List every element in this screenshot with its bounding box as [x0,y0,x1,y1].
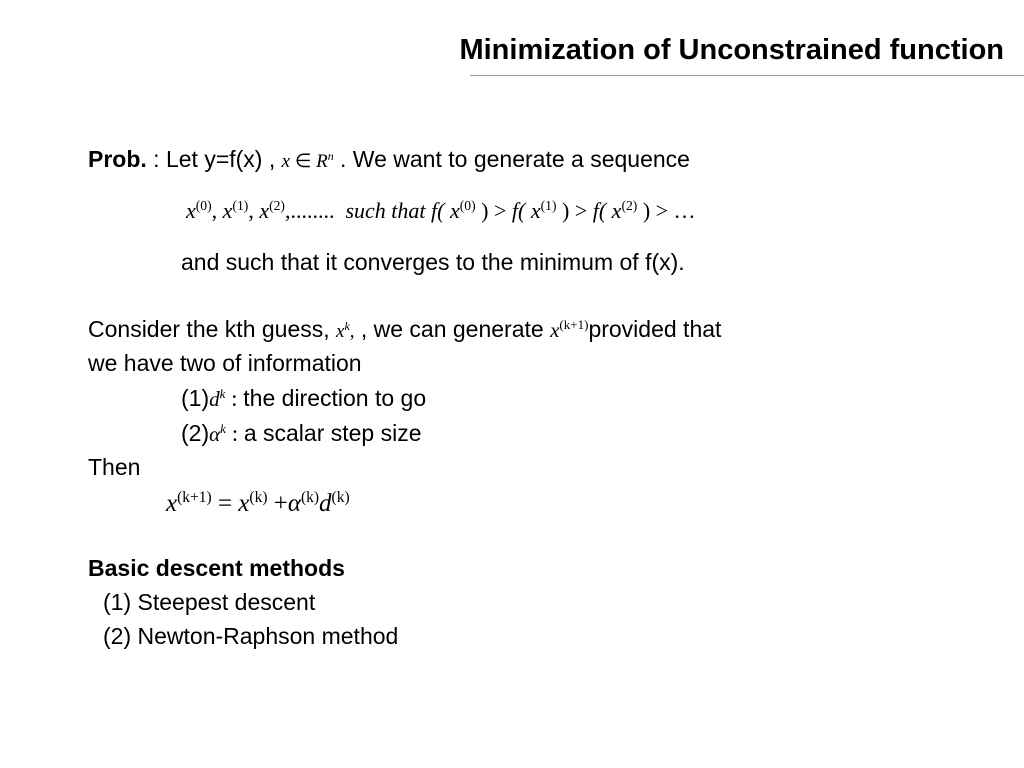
upd-x: x [238,490,250,517]
upd-d-sup: (k) [331,488,350,506]
problem-statement [88,148,690,171]
upd-d: d [319,490,332,517]
item2-sym: α [209,422,221,446]
math-xk1 [550,318,588,342]
title-divider [470,75,1024,76]
f2-x: x [611,198,622,223]
seq-dots: ,........ [284,198,335,223]
consider-text2: , we can generate [354,316,551,342]
item1-text: the direction to go [243,385,427,411]
methods-heading: Basic descent methods [88,555,345,581]
then-label: Then [88,454,141,480]
math-n: n [327,149,334,163]
upd-x-sup: (k) [249,488,268,506]
math-element-of: ∈ [294,151,312,172]
gt1: ) > [475,198,512,223]
upd-lhs: x [166,490,178,517]
item2-text: a scalar step size [243,420,422,446]
item2-num: (2) [181,420,210,446]
sequence-formula [186,197,696,223]
xk-sup: k [344,319,350,333]
prob-label: Prob. [88,146,147,172]
f2-sup: (2) [621,197,638,213]
xk1-sup: (k+1) [559,317,589,333]
f0-sup: (0) [459,197,476,213]
consider-line [88,318,721,341]
seq-x2-sup: (2) [269,197,285,213]
item-step-size [181,422,422,445]
item-direction [181,387,426,410]
f1-open: f( [511,198,531,223]
math-x: x [281,151,291,172]
slide-title: Minimization of Unconstrained function [459,34,1004,66]
upd-plus: + [267,490,288,517]
method-newton: (2) Newton-Raphson method [103,623,399,649]
upd-lhs-sup: (k+1) [177,488,212,506]
xk-base: x [336,321,345,342]
seq-sep1: , [211,198,223,223]
item1-sym: d [209,387,220,411]
seq-x0-sup: (0) [195,197,212,213]
item1-colon: : [225,386,244,411]
math-x-in-rn [282,151,334,172]
item1-sup: k [219,386,226,402]
seq-x1: x [222,198,233,223]
seq-x0: x [186,198,196,223]
consider-line2: we have two of information [88,350,362,376]
consider-text1: Consider the kth guess, [88,316,337,342]
gt2: ) > [556,198,593,223]
upd-alpha: α [287,490,301,517]
upd-eq: = [211,490,239,517]
converges-text: and such that it converges to the minimum of f(x). [181,249,685,275]
seq-x2: x [259,198,270,223]
f0-open: f( [431,198,450,223]
gt3: ) > … [637,198,696,223]
prob-text-before: : Let y=f(x) , [146,146,282,172]
f1-x: x [530,198,541,223]
xk1-base: x [550,318,560,342]
update-formula [166,488,350,517]
seq-x1-sup: (1) [232,197,249,213]
math-R: R [316,151,328,172]
math-xk [336,321,354,342]
item2-sup: k [220,421,226,437]
item2-colon: : [225,421,244,446]
consider-text3: provided that [588,316,722,342]
prob-text-after: . We want to generate a sequence [333,146,690,172]
upd-alpha-sup: (k) [300,488,320,506]
such-that: such that [345,198,426,223]
seq-sep2: , [248,198,260,223]
xk-comma: , [349,321,355,342]
f2-open: f( [592,198,612,223]
method-steepest: (1) Steepest descent [103,589,316,615]
item1-num: (1) [181,385,210,411]
f1-sup: (1) [540,197,557,213]
f0-x: x [449,198,460,223]
